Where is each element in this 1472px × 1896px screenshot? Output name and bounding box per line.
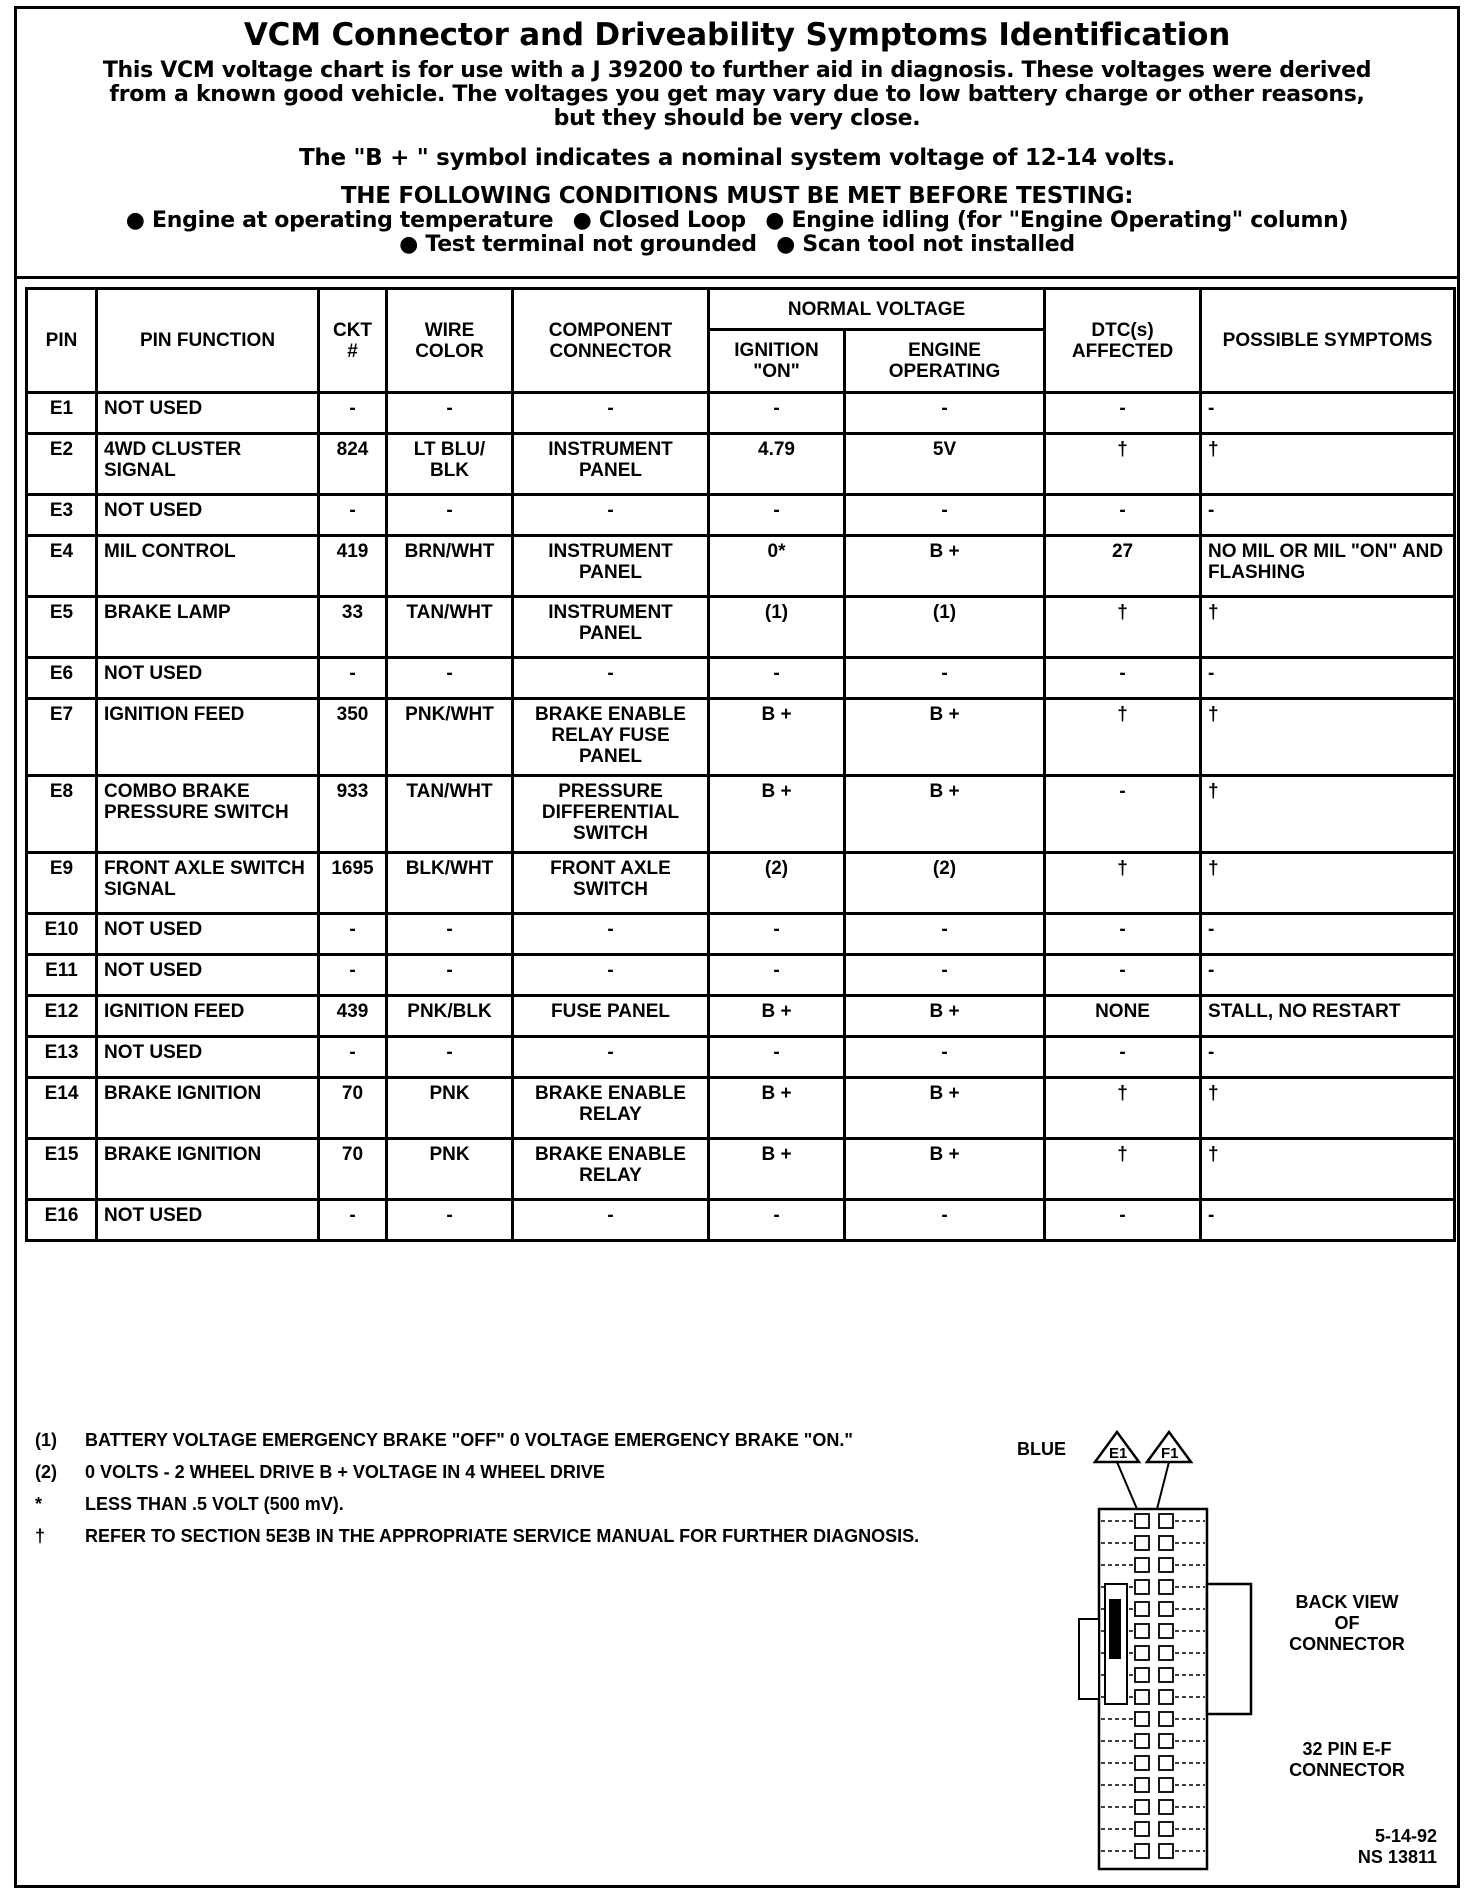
pin-function-cell: NOT USED [97,914,319,955]
table-row [27,1139,1455,1200]
header-dtc-affected: DTC(s) AFFECTED [1045,289,1201,393]
engine-operating-voltage-cell: (2) [845,853,1045,914]
engine-operating-voltage-cell: - [845,1200,1045,1241]
document-frame [14,6,1460,1888]
pin-cell: E10 [27,914,97,955]
condition-item: ● Scan tool not installed [776,232,1075,257]
table-row [27,658,1455,699]
header-component-connector: COMPONENT CONNECTOR [513,289,709,393]
intro-text [57,59,1417,131]
possible-symptoms-cell: † [1201,853,1455,914]
component-connector-cell: - [513,955,709,996]
pin-f1-label: F1 [1161,1445,1179,1462]
wire-color-cell: - [387,1200,513,1241]
pin-function-cell: IGNITION FEED [97,996,319,1037]
possible-symptoms-cell: † [1201,699,1455,776]
engine-operating-voltage-cell: B + [845,1139,1045,1200]
table-row [27,495,1455,536]
back-view-line: CONNECTOR [1289,1634,1405,1654]
engine-operating-voltage-cell: B + [845,1078,1045,1139]
connector-pin-cavity [1159,1646,1173,1660]
possible-symptoms-cell: - [1201,658,1455,699]
conditions-line [17,209,1457,233]
ignition-on-voltage-cell: - [709,658,845,699]
possible-symptoms-cell: † [1201,597,1455,658]
footnote-marker: † [35,1526,46,1546]
header [17,9,1457,279]
back-view-label [1267,1592,1427,1655]
pin-cell: E3 [27,495,97,536]
wire-color-cell: - [387,1037,513,1078]
intro-line: but they should be very close. [553,106,921,131]
table-row [27,393,1455,434]
pin-function-cell: BRAKE IGNITION [97,1078,319,1139]
engine-operating-voltage-cell: B + [845,699,1045,776]
ignition-on-voltage-cell: B + [709,1139,845,1200]
pin-table [25,287,1456,1242]
ignition-on-voltage-cell: - [709,1200,845,1241]
ignition-on-voltage-cell: - [709,955,845,996]
ckt-cell: - [319,495,387,536]
component-connector-cell: - [513,1200,709,1241]
condition-item: ● Engine at operating temperature [125,208,554,233]
pin-cell: E11 [27,955,97,996]
engine-operating-voltage-cell: (1) [845,597,1045,658]
pin-cell: E14 [27,1078,97,1139]
connector-side-tab [1207,1584,1251,1714]
dtc-cell: - [1045,658,1201,699]
table-row [27,914,1455,955]
dtc-cell: - [1045,776,1201,853]
wire-color-cell: TAN/WHT [387,597,513,658]
table-row [27,434,1455,495]
ignition-on-voltage-cell: B + [709,996,845,1037]
header-ignition-on: IGNITION "ON" [709,330,845,393]
ckt-cell: 1695 [319,853,387,914]
footnotes [35,1429,1035,1557]
connector-pin-cavity [1135,1646,1149,1660]
connector-pin-cavity [1159,1712,1173,1726]
wire-color-cell: LT BLU/ BLK [387,434,513,495]
footnote-text: LESS THAN .5 VOLT (500 mV). [85,1494,344,1514]
pin-function-cell: NOT USED [97,495,319,536]
doc-ref-number: NS 13811 [1357,1847,1437,1867]
ignition-on-voltage-cell: - [709,393,845,434]
ckt-cell: - [319,1037,387,1078]
pin-table-wrapper [25,287,1453,1242]
dtc-cell: 27 [1045,536,1201,597]
possible-symptoms-cell: - [1201,955,1455,996]
component-connector-cell: FUSE PANEL [513,996,709,1037]
connector-pin-cavity [1135,1690,1149,1704]
dtc-cell: - [1045,1200,1201,1241]
connector-pin-cavity [1135,1514,1149,1528]
connector-diagram [1017,1414,1437,1884]
component-connector-cell: BRAKE ENABLE RELAY [513,1139,709,1200]
pin-function-cell: 4WD CLUSTER SIGNAL [97,434,319,495]
condition-item: ● Engine idling (for "Engine Operating" column) [765,208,1349,233]
ignition-on-voltage-cell: - [709,914,845,955]
connector-pin-cavity [1159,1514,1173,1528]
connector-pin-cavity [1159,1734,1173,1748]
component-connector-cell: BRAKE ENABLE RELAY FUSE PANEL [513,699,709,776]
intro-line: from a known good vehicle. The voltages you get may vary due to low battery charge or other reasons, [109,82,1365,107]
connector-pin-cavity [1135,1822,1149,1836]
pin-function-cell: IGNITION FEED [97,699,319,776]
ckt-cell: 824 [319,434,387,495]
wire-color-cell: - [387,955,513,996]
connector-type-line: CONNECTOR [1289,1760,1405,1780]
wire-color-cell: PNK/WHT [387,699,513,776]
dtc-cell: - [1045,955,1201,996]
pin-function-cell: FRONT AXLE SWITCH SIGNAL [97,853,319,914]
connector-pin-cavity [1159,1756,1173,1770]
connector-pin-cavity [1135,1580,1149,1594]
dtc-cell: † [1045,1078,1201,1139]
intro-line: This VCM voltage chart is for use with a J 39200 to further aid in diagnosis. These voltages were derived [102,58,1372,83]
engine-operating-voltage-cell: - [845,658,1045,699]
ignition-on-voltage-cell: (1) [709,597,845,658]
bplus-note: The "B + " symbol indicates a nominal system voltage of 12-14 volts. [299,145,1175,171]
dtc-cell: - [1045,495,1201,536]
pin-function-cell: MIL CONTROL [97,536,319,597]
possible-symptoms-cell: † [1201,1078,1455,1139]
footnote [35,1525,1035,1547]
connector-pin-cavity [1159,1558,1173,1572]
pointer-line [1157,1462,1169,1509]
possible-symptoms-cell: † [1201,776,1455,853]
footnote-marker: (2) [35,1462,57,1482]
footnote [35,1461,1035,1483]
table-row [27,955,1455,996]
connector-pin-cavity [1135,1844,1149,1858]
connector-pin-cavity [1135,1668,1149,1682]
conditions-heading: THE FOLLOWING CONDITIONS MUST BE MET BEFORE TESTING: [340,183,1134,209]
wire-color-cell: PNK/BLK [387,996,513,1037]
connector-pin-cavity [1159,1580,1173,1594]
connector-type-label [1267,1739,1427,1781]
pin-cell: E9 [27,853,97,914]
pin-function-cell: NOT USED [97,658,319,699]
wire-color-cell: PNK [387,1139,513,1200]
pin-function-cell: NOT USED [97,393,319,434]
possible-symptoms-cell: NO MIL OR MIL "ON" AND FLASHING [1201,536,1455,597]
engine-operating-voltage-cell: - [845,955,1045,996]
table-row [27,699,1455,776]
ckt-cell: - [319,658,387,699]
header-pin: PIN [27,289,97,393]
dtc-cell: - [1045,914,1201,955]
component-connector-cell: - [513,495,709,536]
conditions-line [17,233,1457,257]
ignition-on-voltage-cell: B + [709,699,845,776]
footnote [35,1429,1035,1451]
ignition-on-voltage-cell: B + [709,1078,845,1139]
possible-symptoms-cell: - [1201,1037,1455,1078]
dtc-cell: † [1045,853,1201,914]
header-wire-color: WIRE COLOR [387,289,513,393]
header-pin-function: PIN FUNCTION [97,289,319,393]
footnote-text: BATTERY VOLTAGE EMERGENCY BRAKE "OFF" 0 VOLTAGE EMERGENCY BRAKE "ON." [85,1430,853,1450]
table-row [27,536,1455,597]
pin-function-cell: NOT USED [97,955,319,996]
condition-item: ● Closed Loop [572,208,746,233]
engine-operating-voltage-cell: - [845,495,1045,536]
ckt-cell: 419 [319,536,387,597]
wire-color-cell: - [387,495,513,536]
engine-operating-voltage-cell: - [845,1037,1045,1078]
possible-symptoms-cell: † [1201,434,1455,495]
pin-e1-label: E1 [1109,1445,1128,1462]
color-label: BLUE [1017,1439,1066,1459]
ckt-cell: - [319,1200,387,1241]
component-connector-cell: - [513,658,709,699]
component-connector-cell: - [513,1037,709,1078]
connector-pin-cavity [1159,1844,1173,1858]
dtc-cell: - [1045,393,1201,434]
engine-operating-voltage-cell: B + [845,996,1045,1037]
dtc-cell: † [1045,597,1201,658]
component-connector-cell: BRAKE ENABLE RELAY [513,1078,709,1139]
ignition-on-voltage-cell: 0* [709,536,845,597]
wire-color-cell: - [387,658,513,699]
connector-pin-cavity [1135,1558,1149,1572]
pin-cell: E1 [27,393,97,434]
possible-symptoms-cell: - [1201,393,1455,434]
dtc-cell: NONE [1045,996,1201,1037]
pin-cell: E8 [27,776,97,853]
pin-cell: E7 [27,699,97,776]
footnote [35,1493,1035,1515]
footnote-marker: * [35,1494,43,1514]
connector-pin-cavity [1159,1800,1173,1814]
ckt-cell: 70 [319,1078,387,1139]
ckt-cell: - [319,393,387,434]
dtc-cell: - [1045,1037,1201,1078]
connector-pin-cavity [1159,1624,1173,1638]
wire-color-cell: - [387,393,513,434]
connector-pin-cavity [1135,1800,1149,1814]
component-connector-cell: - [513,914,709,955]
ignition-on-voltage-cell: (2) [709,853,845,914]
connector-lock [1079,1619,1099,1699]
component-connector-cell: INSTRUMENT PANEL [513,597,709,658]
engine-operating-voltage-cell: B + [845,776,1045,853]
ckt-cell: 933 [319,776,387,853]
table-row [27,996,1455,1037]
ignition-on-voltage-cell: B + [709,776,845,853]
ckt-cell: 439 [319,996,387,1037]
header-ckt: CKT # [319,289,387,393]
wire-color-cell: PNK [387,1078,513,1139]
table-row [27,597,1455,658]
wire-color-cell: BRN/WHT [387,536,513,597]
wire-color-cell: TAN/WHT [387,776,513,853]
pin-cell: E2 [27,434,97,495]
pin-cell: E12 [27,996,97,1037]
component-connector-cell: PRESSURE DIFFERENTIAL SWITCH [513,776,709,853]
connector-pin-cavity [1135,1712,1149,1726]
ignition-on-voltage-cell: - [709,1037,845,1078]
pointer-line [1117,1462,1137,1509]
connector-pin-cavity [1135,1778,1149,1792]
engine-operating-voltage-cell: - [845,393,1045,434]
ckt-cell: 350 [319,699,387,776]
ignition-on-voltage-cell: 4.79 [709,434,845,495]
pin-cell: E6 [27,658,97,699]
ckt-cell: 33 [319,597,387,658]
connector-type-line: 32 PIN E-F [1302,1739,1392,1759]
pin-cell: E4 [27,536,97,597]
table-row [27,853,1455,914]
pin-cell: E5 [27,597,97,658]
connector-pin-cavity [1159,1668,1173,1682]
possible-symptoms-cell: † [1201,1139,1455,1200]
pin-cell: E13 [27,1037,97,1078]
connector-pin-cavity [1135,1734,1149,1748]
dtc-cell: † [1045,434,1201,495]
connector-pin-cavity [1135,1602,1149,1616]
component-connector-cell: INSTRUMENT PANEL [513,536,709,597]
connector-pin-cavity [1159,1690,1173,1704]
connector-pin-cavity [1135,1624,1149,1638]
ckt-cell: 70 [319,1139,387,1200]
pin-function-cell: BRAKE LAMP [97,597,319,658]
pin-function-cell: COMBO BRAKE PRESSURE SWITCH [97,776,319,853]
connector-pin-cavity [1135,1536,1149,1550]
pin-function-cell: NOT USED [97,1037,319,1078]
back-view-line: OF [1334,1613,1360,1633]
table-body [27,393,1455,1241]
component-connector-cell: FRONT AXLE SWITCH [513,853,709,914]
table-row [27,1200,1455,1241]
table-row [27,776,1455,853]
ckt-cell: - [319,914,387,955]
engine-operating-voltage-cell: 5V [845,434,1045,495]
pin-function-cell: BRAKE IGNITION [97,1139,319,1200]
connector-pin-cavity [1159,1822,1173,1836]
component-connector-cell: - [513,393,709,434]
table-row [27,1037,1455,1078]
possible-symptoms-cell: - [1201,1200,1455,1241]
component-connector-cell: INSTRUMENT PANEL [513,434,709,495]
footnote-text: 0 VOLTS - 2 WHEEL DRIVE B + VOLTAGE IN 4 WHEEL DRIVE [85,1462,605,1482]
engine-operating-voltage-cell: B + [845,536,1045,597]
connector-pin-cavity [1159,1536,1173,1550]
wire-color-cell: BLK/WHT [387,853,513,914]
doc-reference [1317,1826,1437,1868]
connector-pin-cavity [1159,1602,1173,1616]
condition-item: ● Test terminal not grounded [399,232,757,257]
pin-cell: E16 [27,1200,97,1241]
table-header-row [27,289,1455,330]
possible-symptoms-cell: - [1201,914,1455,955]
header-possible-symptoms: POSSIBLE SYMPTOMS [1201,289,1455,393]
page-title: VCM Connector and Driveability Symptoms Identification [243,17,1231,53]
possible-symptoms-cell: - [1201,495,1455,536]
table-row [27,1078,1455,1139]
doc-date: 5-14-92 [1374,1826,1437,1846]
connector-pin-cavity [1159,1778,1173,1792]
ckt-cell: - [319,955,387,996]
pin-cell: E15 [27,1139,97,1200]
engine-operating-voltage-cell: - [845,914,1045,955]
footnote-text: REFER TO SECTION 5E3B IN THE APPROPRIATE SERVICE MANUAL FOR FURTHER DIAGNOSIS. [85,1526,920,1546]
possible-symptoms-cell: STALL, NO RESTART [1201,996,1455,1037]
header-normal-voltage: NORMAL VOLTAGE [709,289,1045,330]
wire-color-cell: - [387,914,513,955]
connector-pin-cavity [1135,1756,1149,1770]
ignition-on-voltage-cell: - [709,495,845,536]
dtc-cell: † [1045,699,1201,776]
footnote-marker: (1) [35,1430,57,1450]
header-engine-operating: ENGINE OPERATING [845,330,1045,393]
dtc-cell: † [1045,1139,1201,1200]
pin-function-cell: NOT USED [97,1200,319,1241]
connector-key [1109,1599,1121,1659]
back-view-line: BACK VIEW [1295,1592,1399,1612]
